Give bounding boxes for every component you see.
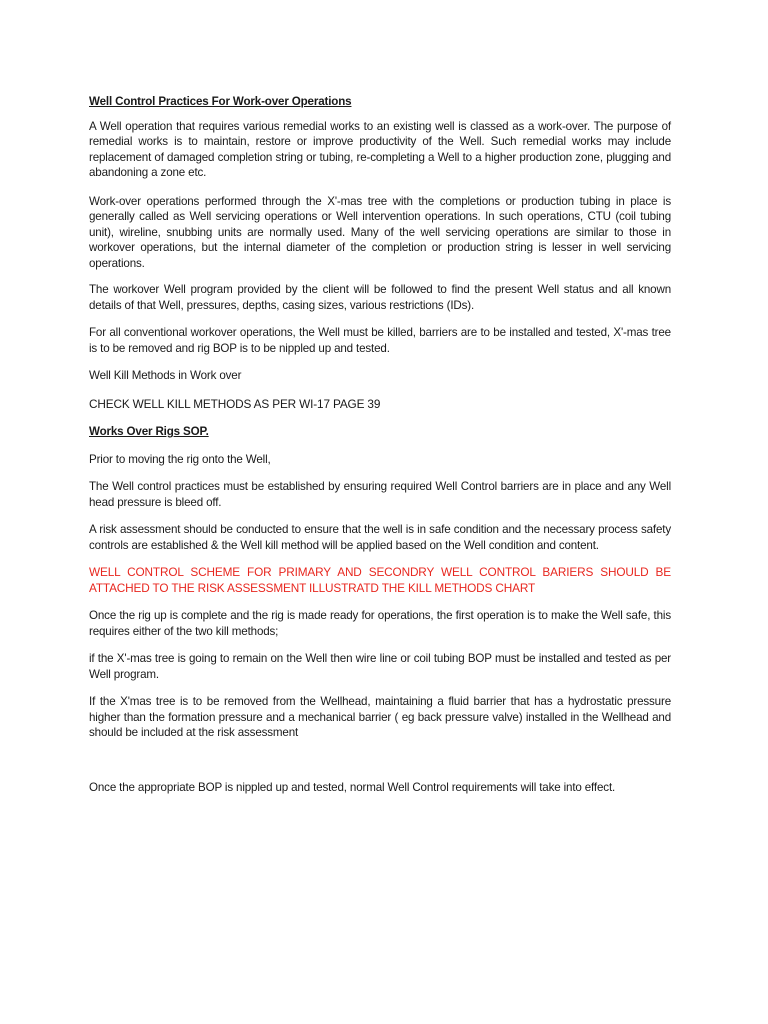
paragraph-risk-assessment: A risk assessment should be conducted to ensure that the well is in safe condition and the necessary process safety controls are established & the Well kill method will be applied based on the Well condition and content. [89,523,671,552]
paragraph-xmas-tree-remain: if the X'-mas tree is going to remain on the Well then wire line or coil tubing BOP must be installed and tested as per Well program. [89,652,671,681]
paragraph-well-servicing: Work-over operations performed through the X'-mas tree with the completions or production tubing in place is generally called as Well servicing operations or Well intervention operations. In such operations, CTU (coil tubing unit), wireline, snubbing units are normally used. Many of the well servicing operations are similar to those in workover operations, but the internal diameter of the completion or production string is lesser in well servicing operations. [89,194,671,270]
paragraph-workover-definition: A Well operation that requires various remedial works to an existing well is classed as a work-over. The purpose of remedial works is to maintain, restore or improve productivity of the Well. Such remedial works may include replacement of damaged completion string or tubing, re-completing a Well to a higher production zone, plugging and abandoning a zone etc. [89,119,671,179]
paragraph-well-control-scheme-warning: WELL CONTROL SCHEME FOR PRIMARY AND SECONDRY WELL CONTROL BARIERS SHOULD BE ATTACHED TO THE RISK ASSESSMENT ILLUSTRATD THE KILL METHODS CHART [89,565,671,595]
document-title: Well Control Practices For Work-over Operations [89,95,352,108]
document-page [89,94,671,795]
paragraph-conventional-workover: For all conventional workover operations, the Well must be killed, barriers are to be installed and tested, X'-mas tree is to be removed and rig BOP is to be nippled up and tested. [89,326,671,355]
paragraph-check-kill-methods: CHECK WELL KILL METHODS AS PER WI-17 PAGE 39 [89,396,381,411]
paragraph-kill-methods-label: Well Kill Methods in Work over [89,369,242,382]
paragraph-workover-program: The workover Well program provided by the client will be followed to find the present Well status and all known details of that Well, pressures, depths, casing sizes, various restrictions (IDs). [89,283,671,312]
paragraph-prior-to-moving: Prior to moving the rig onto the Well, [89,452,271,466]
paragraph-xmas-tree-removed: If the X'mas tree is to be removed from the Wellhead, maintaining a fluid barrier that has a hydrostatic pressure higher than the formation pressure and a mechanical barrier ( eg back pressure valve) installed in the Wellhead and should be included at the risk assessment [89,695,671,739]
paragraph-rig-up-complete: Once the rig up is complete and the rig is made ready for operations, the first operation is to make the Well safe, this requires either of the two kill methods; [89,609,671,638]
section-heading-works-over-rigs-sop: Works Over Rigs SOP. [89,425,209,438]
paragraph-bop-nippled-up: Once the appropriate BOP is nippled up and tested, normal Well Control requirements will take into effect. [89,780,616,794]
paragraph-well-control-practices: The Well control practices must be established by ensuring required Well Control barriers are in place and any Well head pressure is bleed off. [89,480,671,509]
